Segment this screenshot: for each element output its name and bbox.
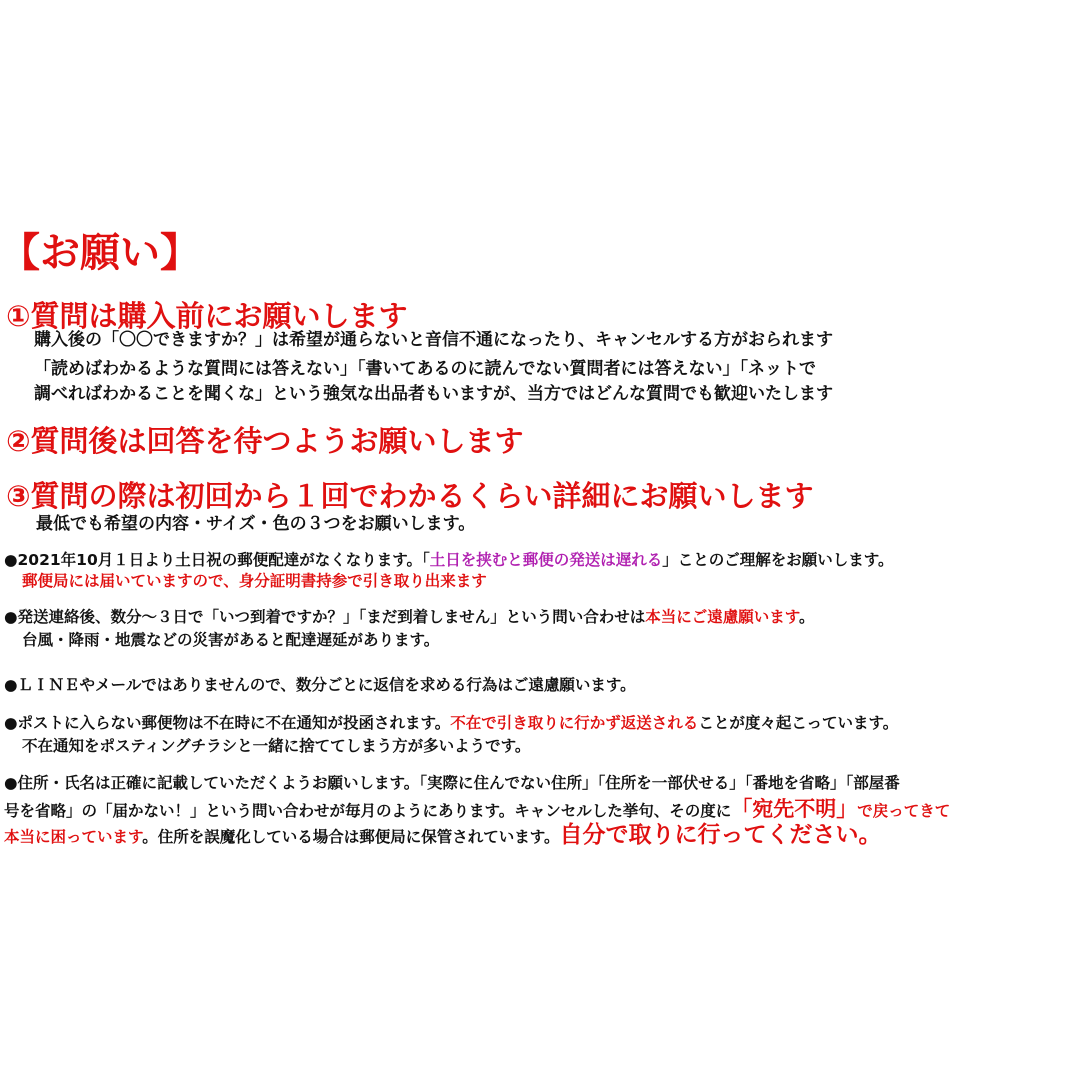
bullet-2-text-a: ●発送連絡後、数分～３日で「いつ到着ですか？」「まだ到着しません」という問い合わせは <box>4 608 646 626</box>
bullet-2-line-2: 台風・降雨・地震などの災害があると配達遅延があります。 <box>22 631 440 649</box>
bullet-2-red-text: 本当にご遠慮願います <box>645 608 800 626</box>
bullet-5-text-c: 。住所を誤魔化している場合は郵便局に保管されています。 <box>142 828 560 846</box>
bullet-1-line-1 <box>4 552 894 570</box>
section-1-line-2: 「読めばわかるような質問には答えない」「書いてあるのに読んでない質問者には答えない」「ネットで <box>34 359 816 379</box>
bullet-5-returned-text: で戻ってきて <box>857 802 951 820</box>
section-1-line-1: 購入後の「〇〇できますか？」は希望が通らないと音信不通になったり、キャンセルする方がおられます <box>34 330 833 350</box>
section-3-line-1: 最低でも希望の内容・サイズ・色の３つをお願いします。 <box>36 514 476 534</box>
bullet-1-text-a: ●2021年10月１日より土日祝の郵便配達がなくなります。「 <box>4 551 430 569</box>
bullet-2-text-b: 。 <box>799 608 815 626</box>
bullet-5-line-1: ●住所・氏名は正確に記載していただくようお願いします。「実際に住んでない住所」「住所を一部伏せる」「番地を省略」「部屋番 <box>4 774 900 792</box>
section-3-heading: ③質問の際は初回から１回でわかるくらい詳細にお願いします <box>6 479 814 513</box>
bullet-3-line-1: ●ＬＩＮＥやメールではありませんので、数分ごとに返信を求める行為はご遠慮願います。 <box>4 676 636 694</box>
bullet-5-line-2 <box>4 797 950 821</box>
bullet-4-red-text: 不在で引き取りに行かず返送される <box>450 714 699 732</box>
bullet-5-troubled-text: 本当に困っています <box>4 828 143 846</box>
bullet-4-text-b: ことが度々起こっています。 <box>698 714 899 732</box>
bullet-4-text-a: ●ポストに入らない郵便物は不在時に不在通知が投函されます。 <box>4 714 451 732</box>
bullet-5-pickup-request: 自分で取りに行ってください。 <box>559 822 882 848</box>
bullet-4-line-2: 不在通知をポスティングチラシと一緒に捨ててしまう方が多いようです。 <box>22 737 531 755</box>
bullet-1-line-2: 郵便局には届いていますので、身分証明書持参で引き取り出来ます <box>22 572 487 590</box>
section-2-heading: ②質問後は回答を待つようお願いします <box>6 424 524 458</box>
bullet-5-line-3 <box>4 822 882 848</box>
bullet-5-text-a: 号を省略」の「届かない！」という問い合わせが毎月のようにあります。キャンセルした挙句、その度に <box>4 802 732 820</box>
page-title: 【お願い】 <box>0 230 200 276</box>
bullet-1-text-b: 」ことのご理解をお願いします。 <box>662 551 894 569</box>
section-1-line-3: 調べればわかることを聞くな」という強気な出品者もいますが、当方ではどんな質問でも歓迎いたします <box>34 384 833 404</box>
bullet-4-line-1 <box>4 715 898 733</box>
bullet-1-purple-text: 土日を挟むと郵便の発送は遅れる <box>429 551 663 569</box>
bullet-5-destination-unknown: 「宛先不明」 <box>731 797 858 821</box>
bullet-2-line-1 <box>4 609 815 627</box>
section-1-heading: ①質問は購入前にお願いします <box>6 299 408 333</box>
